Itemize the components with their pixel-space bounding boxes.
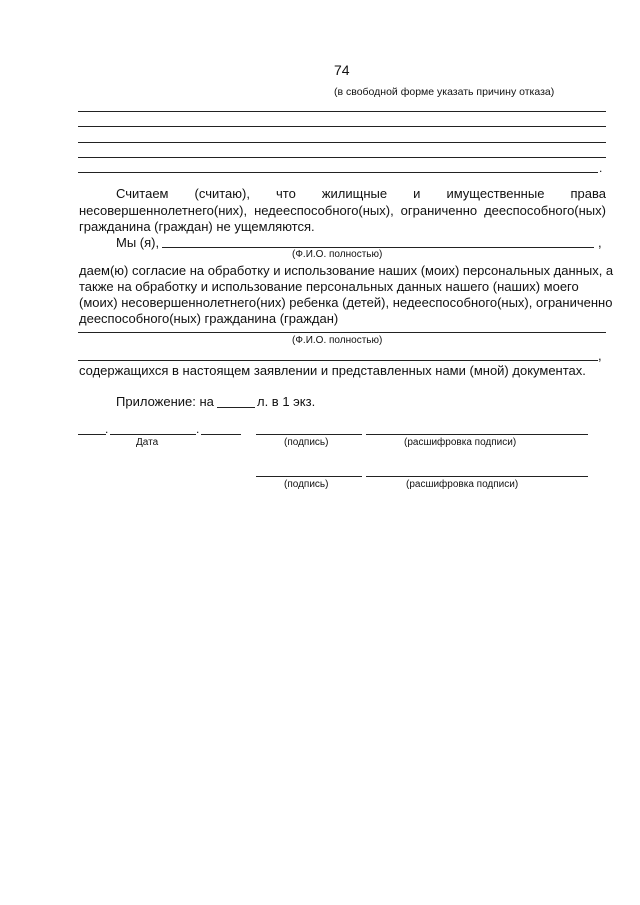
we-suffix: , [598, 235, 602, 250]
signature-decode-field-1[interactable] [366, 434, 588, 435]
continuation-comma: , [598, 348, 602, 363]
date-dot-1: . [105, 422, 109, 436]
date-label: Дата [136, 437, 159, 448]
date-dot-2: . [196, 422, 200, 436]
consent-line-1: даем(ю) согласие на обработку и использование наших (моих) персональных данных, а [79, 263, 614, 278]
rights-paragraph-line-2: несовершеннолетнего(них), недееспособного(ных), ограниченно дееспособного(ных) [79, 203, 606, 218]
refusal-reason-line-4[interactable] [78, 157, 606, 158]
refusal-reason-line-2[interactable] [78, 126, 606, 127]
date-day-field[interactable] [78, 434, 106, 435]
date-year-field[interactable] [201, 434, 241, 435]
page-number: 74 [334, 62, 350, 78]
consent-line-3: (моих) несовершеннолетнего(них) ребенка (детей), недееспособного(ных), ограниченно [79, 295, 613, 310]
signature-decode-label-1: (расшифровка подписи) [404, 437, 517, 448]
consent-line-4: дееспособного(ных) гражданина (граждан) [79, 311, 339, 326]
fio-field-1[interactable] [162, 247, 594, 248]
fio-caption-1: (Ф.И.О. полностью) [292, 249, 383, 260]
signature-label-2: (подпись) [284, 479, 329, 490]
refusal-reason-line-1[interactable] [78, 111, 606, 112]
appendix-pages-field[interactable] [217, 407, 255, 408]
signature-field-2[interactable] [256, 476, 362, 477]
appendix-prefix: Приложение: на [116, 394, 214, 409]
signature-decode-field-2[interactable] [366, 476, 588, 477]
signature-label-1: (подпись) [284, 437, 329, 448]
refusal-lines-end: . [599, 161, 603, 175]
date-month-field[interactable] [110, 434, 196, 435]
refusal-reason-line-5[interactable] [78, 172, 598, 173]
signature-decode-label-2: (расшифровка подписи) [406, 479, 519, 490]
refusal-reason-hint: (в свободной форме указать причину отказа) [334, 86, 555, 98]
we-prefix: Мы (я), [116, 235, 160, 250]
fio-field-2[interactable] [78, 332, 606, 333]
signature-field-1[interactable] [256, 434, 362, 435]
appendix-suffix: л. в 1 экз. [257, 394, 316, 409]
continuation-line[interactable] [78, 360, 598, 361]
rights-paragraph-line-1: Считаем (считаю), что жилищные и имущественные права [116, 186, 606, 201]
consent-line-2: также на обработку и использование персональных данных нашего (наших) моего [79, 279, 579, 294]
fio-caption-2: (Ф.И.О. полностью) [292, 335, 383, 346]
contained-documents-text: содержащихся в настоящем заявлении и представленных нами (мной) документах. [79, 363, 586, 378]
refusal-reason-line-3[interactable] [78, 142, 606, 143]
rights-paragraph-line-3: гражданина (граждан) не ущемляются. [79, 219, 315, 234]
